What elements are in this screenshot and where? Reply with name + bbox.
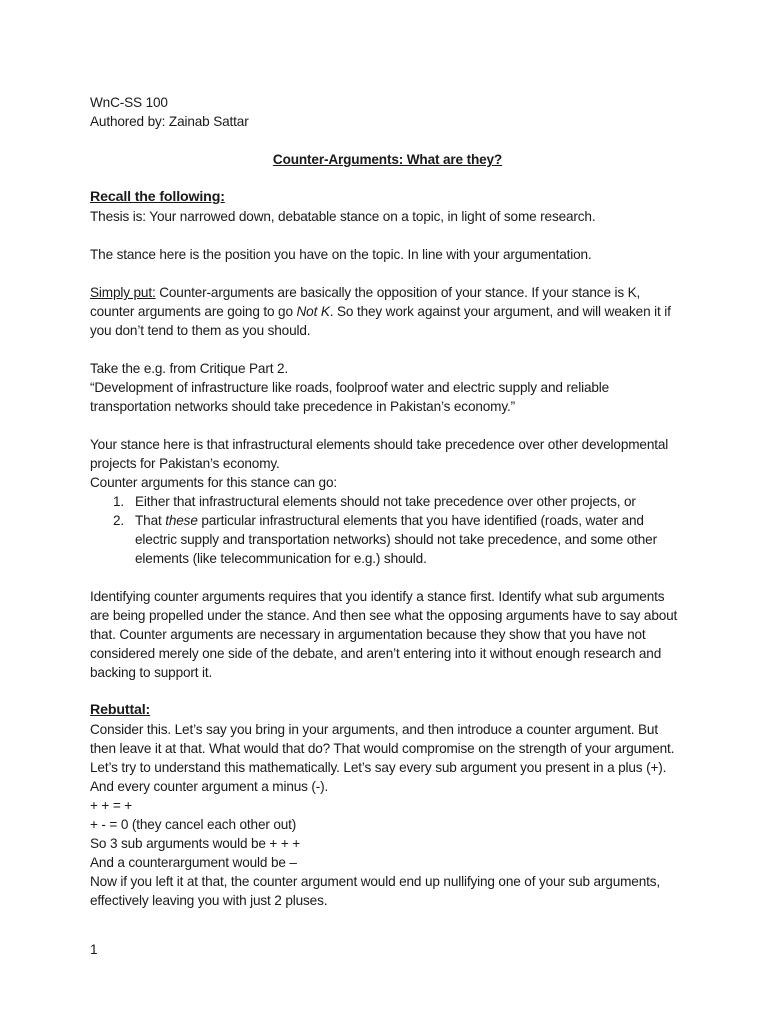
author-line: Authored by: Zainab Sattar: [90, 114, 249, 129]
rebuttal-conclusion: Now if you left it at that, the counter argument would end up nullifying one of your sub arguments, effectively leaving you with just 2 pluses.: [90, 874, 661, 908]
thesis-definition: Thesis is: Your narrowed down, debatable stance on a topic, in light of some research.: [90, 209, 596, 224]
simply-put-label: Simply put:: [90, 285, 156, 300]
list-item: [90, 492, 685, 511]
recall-heading: Recall the following:: [90, 189, 225, 205]
equation-line: And a counterargument would be –: [90, 855, 297, 870]
document-title: Counter-Arguments: What are they?: [272, 152, 503, 167]
list-number: 1.: [113, 494, 125, 509]
page-number: 1: [90, 942, 98, 957]
list-item-text: Either that infrastructural elements should not take precedence over other projects, or: [135, 494, 636, 509]
simply-put-text-2: . So they work against your argument, and will weaken it if you don’t tend to them as you should.: [90, 304, 671, 338]
example-quote: “Development of infrastructure like roads, foolproof water and electric supply and reliable transportation networks should take precedence in Pakistan’s economy.”: [90, 380, 610, 414]
spacer: [90, 169, 685, 188]
spacer: [90, 131, 685, 150]
counter-argument-list: [90, 492, 685, 568]
counter-intro: Counter arguments for this stance can go:: [90, 475, 337, 490]
stance-definition: The stance here is the position you have on the topic. In line with your argumentation.: [90, 247, 592, 262]
simply-put-text-1: Counter-arguments are basically the opposition of your stance. If your stance is K, counter arguments are going to go: [90, 285, 641, 319]
spacer: [90, 416, 685, 435]
equation-line: + + = +: [90, 798, 133, 813]
list-item-emphasis: these: [165, 513, 198, 528]
list-item: [90, 511, 685, 568]
spacer: [90, 264, 685, 283]
identifying-paragraph: Identifying counter arguments requires that you identify a stance first. Identify what sub arguments are being propelled under the stance. And then see what the opposing arguments have to say about that. Counter arguments are necessary in argumentation because they show that you have not considered merely one side of the debate, and aren’t entering into it without enough research and backing to support it.: [90, 589, 678, 680]
list-number: 2.: [113, 513, 125, 528]
document-body: [90, 93, 685, 910]
rebuttal-heading: Rebuttal:: [90, 702, 151, 718]
list-item-text-pre: That: [135, 513, 166, 528]
course-code: WnC-SS 100: [90, 95, 168, 110]
equation-line: So 3 sub arguments would be + + +: [90, 836, 301, 851]
spacer: [90, 568, 685, 587]
spacer: [90, 340, 685, 359]
list-item-text-post: particular infrastructural elements that you have identified (roads, water and electric supply and transportation networks) should not take precedence, and some other elements (like telecommunication for e.g.) should.: [135, 513, 657, 566]
not-k-term: Not K: [296, 304, 330, 319]
spacer: [90, 682, 685, 701]
spacer: [90, 226, 685, 245]
example-intro: Take the e.g. from Critique Part 2.: [90, 361, 288, 376]
rebuttal-paragraph: Consider this. Let’s say you bring in your arguments, and then introduce a counter argument. But then leave it at that. What would that do? That would compromise on the strength of your argument. Let’s try to understand this mathematically. Let’s say every sub argument you present in a plus (+). And every counter argument a minus (-).: [90, 722, 675, 794]
equation-line: + - = 0 (they cancel each other out): [90, 817, 297, 832]
simply-put-paragraph: [90, 283, 685, 340]
stance-explanation: Your stance here is that infrastructural elements should take precedence over other developmental projects for Pakistan’s economy.: [90, 437, 669, 471]
